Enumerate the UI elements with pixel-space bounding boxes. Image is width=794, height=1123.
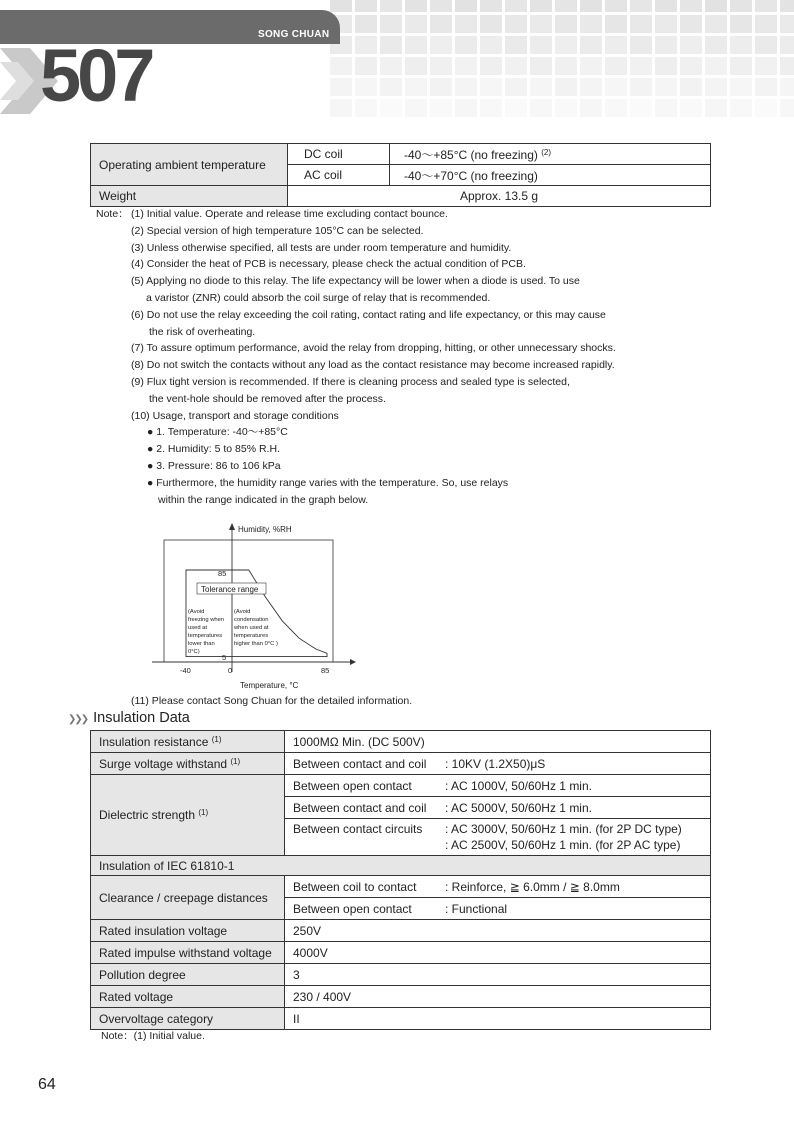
table-row: [91, 876, 711, 898]
dielectric-line: [293, 821, 702, 837]
item-value: : AC 5000V, 50/60Hz 1 min.: [445, 800, 592, 815]
grid-cell: [705, 57, 727, 75]
grid-cell: [705, 0, 727, 12]
row-label: Overvoltage category: [91, 1008, 285, 1030]
notes-list: [96, 206, 716, 508]
dc-coil-value-text: -40～+85°C (no freezing): [404, 147, 538, 162]
grid-cell: [755, 36, 777, 54]
grid-cell: [630, 99, 652, 117]
grid-cell: [530, 0, 552, 12]
note-text: (1) Initial value. Operate and release time excluding contact bounce.: [131, 208, 448, 220]
table-row: [91, 731, 711, 753]
item-label: Between contact and coil: [293, 800, 427, 815]
list-item: [96, 240, 716, 257]
grid-cell: [355, 36, 377, 54]
grid-cell: [380, 36, 402, 54]
x-axis-arrow: [350, 659, 356, 665]
grid-cell: [455, 0, 477, 12]
annotation-text: freezing when: [188, 617, 225, 623]
grid-cell: [530, 57, 552, 75]
list-item: [96, 357, 716, 374]
grid-cell: [730, 57, 752, 75]
row-value: 4000V: [285, 942, 711, 964]
dielectric-row: [285, 775, 711, 797]
operating-temp-label: Operating ambient temperature: [91, 144, 288, 186]
list-item: [96, 424, 716, 441]
table-row: [91, 942, 711, 964]
grid-cell: [580, 0, 602, 12]
item-label: Between coil to contact: [293, 879, 417, 894]
surge-value: [285, 753, 711, 775]
grid-cell: [705, 78, 727, 96]
grid-cell: [730, 0, 752, 12]
annotation-text: temperatures: [188, 633, 223, 639]
grid-cell: [755, 0, 777, 12]
grid-cell: [555, 0, 577, 12]
grid-cell: [680, 99, 702, 117]
grid-cell: [705, 15, 727, 33]
x-axis-label: Temperature, °C: [240, 681, 299, 690]
label-text: Insulation resistance: [99, 734, 209, 749]
grid-cell: [605, 57, 627, 75]
grid-cell: [405, 57, 427, 75]
grid-cell: [480, 36, 502, 54]
list-item: [96, 273, 716, 290]
list-item: [96, 475, 716, 492]
grid-cell: [755, 15, 777, 33]
table-row: [91, 964, 711, 986]
grid-cell: [480, 57, 502, 75]
iec-section-title: Insulation of IEC 61810-1: [91, 856, 711, 876]
ac-coil-value: -40～+70°C (no freezing): [390, 165, 711, 186]
table-row: [91, 856, 711, 876]
grid-cell: [430, 57, 452, 75]
note-ref: (1): [211, 734, 222, 744]
grid-cell: [405, 36, 427, 54]
item-value: : Reinforce, ≧ 6.0mm / ≧ 8.0mm: [445, 879, 620, 894]
item-label: Between contact and coil: [293, 756, 427, 771]
grid-cell: [655, 99, 677, 117]
grid-cell: [555, 57, 577, 75]
y-axis-arrow: [229, 523, 235, 530]
grid-cell: [555, 36, 577, 54]
grid-cell: [380, 99, 402, 117]
label-text: Dielectric strength: [99, 808, 196, 822]
grid-cell: [480, 78, 502, 96]
note-text: ● 1. Temperature: -40～+85°C: [147, 426, 288, 439]
note-text: (6) Do not use the relay exceeding the coil rating, contact rating and life expectancy, or this may cause: [131, 308, 606, 321]
item-value: : 10KV (1.2X50)μS: [445, 756, 546, 771]
grid-cell: [405, 0, 427, 12]
grid-cell: [655, 15, 677, 33]
grid-cell: [605, 78, 627, 96]
notes-label: Note：: [96, 208, 129, 220]
table-row: [91, 1008, 711, 1030]
note-text: ● Furthermore, the humidity range varies with the temperature. So, use relays: [147, 476, 509, 489]
grid-cell: [730, 78, 752, 96]
page-header: [0, 0, 794, 118]
grid-cell: [330, 57, 352, 75]
item-value: : AC 3000V, 50/60Hz 1 min. (for 2P DC type): [445, 822, 682, 836]
grid-cell: [505, 15, 527, 33]
grid-cell: [680, 0, 702, 12]
annotation-left: [188, 609, 224, 655]
dielectric-row: [285, 797, 711, 819]
grid-cell: [630, 15, 652, 33]
grid-cell: [630, 36, 652, 54]
grid-cell: [505, 78, 527, 96]
note-text: ● 3. Pressure: 86 to 106 kPa: [147, 459, 281, 472]
table-row: [91, 920, 711, 942]
annotation-text: (Avoid: [234, 609, 251, 615]
grid-cell: [580, 57, 602, 75]
grid-cell: [455, 36, 477, 54]
row-value: 3: [285, 964, 711, 986]
note-text: the vent-hole should be removed after the process.: [149, 392, 386, 405]
grid-cell: [755, 78, 777, 96]
dc-coil-label: DC coil: [288, 144, 390, 165]
grid-cell: [355, 57, 377, 75]
grid-cell: [780, 57, 794, 75]
list-item: [96, 307, 716, 324]
grid-cell: [380, 78, 402, 96]
note-text: (3) Unless otherwise specified, all tests are under room temperature and humidity.: [131, 241, 512, 254]
insulation-resistance-label: [91, 731, 285, 753]
grid-cell: [730, 36, 752, 54]
x-tick-label: 0: [228, 666, 233, 675]
list-item: [96, 391, 716, 408]
grid-cell: [555, 15, 577, 33]
grid-cell: [355, 0, 377, 12]
grid-cell: [505, 99, 527, 117]
grid-cell: [780, 36, 794, 54]
dielectric-label: [91, 775, 285, 856]
section-title: [68, 710, 190, 726]
y-axis-label: Humidity, %RH: [238, 525, 292, 534]
grid-cell: [680, 57, 702, 75]
note-ref: (1): [230, 756, 241, 766]
list-item: [96, 408, 716, 425]
grid-cell: [455, 15, 477, 33]
row-label: Pollution degree: [91, 964, 285, 986]
grid-cell: [755, 57, 777, 75]
section-title-text: Insulation Data: [93, 710, 190, 726]
grid-cell: [630, 57, 652, 75]
note-text: (2) Special version of high temperature 105°C can be selected.: [131, 224, 424, 237]
surge-label: [91, 753, 285, 775]
grid-cell: [655, 36, 677, 54]
grid-cell: [455, 99, 477, 117]
clearance-row: [285, 898, 711, 920]
note-ref: (2): [541, 147, 551, 157]
page-number: 64: [38, 1076, 56, 1093]
note-text: a varistor (ZNR) could absorb the coil surge of relay that is recommended.: [146, 291, 491, 304]
note-text: (9) Flux tight version is recommended. If there is cleaning process and sealed type is selected,: [131, 375, 570, 388]
grid-cell: [430, 99, 452, 117]
note-text: the risk of overheating.: [149, 325, 256, 338]
note-text: within the range indicated in the graph below.: [158, 493, 369, 506]
grid-cell: [680, 36, 702, 54]
grid-cell: [330, 99, 352, 117]
grid-cell: [705, 36, 727, 54]
grid-cell: [680, 78, 702, 96]
model-number: 507: [40, 34, 152, 117]
grid-cell: [555, 78, 577, 96]
humidity-temperature-chart: [150, 520, 360, 692]
grid-cell: [605, 36, 627, 54]
grid-cell: [530, 36, 552, 54]
annotation-text: lower than: [188, 641, 215, 647]
table-row: [91, 144, 711, 165]
insulation-resistance-value: 1000MΩ Min. (DC 500V): [285, 731, 711, 753]
item-label: Between open contact: [293, 778, 412, 793]
annotation-right: [233, 609, 278, 647]
grid-cell: [655, 0, 677, 12]
grid-cell: [430, 15, 452, 33]
list-item: [96, 492, 716, 509]
item-value: : Functional: [445, 901, 508, 916]
ac-coil-label: AC coil: [288, 165, 390, 186]
grid-cell: [705, 99, 727, 117]
table-note: Note：(1) Initial value.: [101, 1030, 205, 1042]
grid-cell: [430, 36, 452, 54]
grid-cell: [580, 36, 602, 54]
row-label: Rated insulation voltage: [91, 920, 285, 942]
grid-cell: [630, 78, 652, 96]
annotation-text: (Avoid: [188, 609, 205, 615]
item-label: Between open contact: [293, 901, 412, 916]
table-row: [91, 986, 711, 1008]
grid-cell: [505, 0, 527, 12]
note-text: ● 2. Humidity: 5 to 85% R.H.: [147, 443, 280, 456]
grid-cell: [430, 78, 452, 96]
table-row: [91, 186, 711, 207]
tolerance-label: Tolerance range: [201, 585, 259, 594]
grid-cell: [780, 15, 794, 33]
grid-cell: [380, 0, 402, 12]
grid-cell: [630, 0, 652, 12]
grid-cell: [505, 57, 527, 75]
grid-cell: [380, 15, 402, 33]
grid-cell: [355, 78, 377, 96]
grid-cell: [405, 15, 427, 33]
row-value: 230 / 400V: [285, 986, 711, 1008]
grid-cell: [605, 0, 627, 12]
annotation-text: used at: [188, 625, 208, 631]
list-item: [96, 340, 716, 357]
clearance-label: Clearance / creepage distances: [91, 876, 285, 920]
annotation-text: 0°C): [188, 649, 200, 655]
list-item: [96, 458, 716, 475]
annotation-text: higher than 0°C ): [234, 641, 278, 647]
dc-coil-value: [390, 144, 711, 165]
grid-cell: [355, 99, 377, 117]
list-item: [96, 206, 716, 223]
note-text: (10) Usage, transport and storage conditions: [131, 409, 339, 422]
note-text: (8) Do not switch the contacts without any load as the contact resistance may become increased rapidly.: [131, 359, 615, 372]
grid-cell: [780, 78, 794, 96]
y-tick-label: 85: [218, 569, 227, 578]
grid-cell: [455, 78, 477, 96]
annotation-text: temperatures: [234, 633, 269, 639]
grid-cell: [605, 15, 627, 33]
row-label: Rated voltage: [91, 986, 285, 1008]
x-tick-label: 85: [321, 666, 330, 675]
list-item: [96, 256, 716, 273]
grid-cell: [530, 78, 552, 96]
list-item: [96, 223, 716, 240]
grid-cell: [780, 0, 794, 12]
grid-cell: [580, 78, 602, 96]
dielectric-line: [293, 837, 702, 853]
note-ref: (1): [198, 808, 209, 817]
note-text: (4) Consider the heat of PCB is necessary, please check the actual condition of PCB.: [131, 258, 526, 271]
header-grid-pattern: [330, 0, 794, 118]
item-label: Between contact circuits: [293, 822, 423, 836]
grid-cell: [730, 99, 752, 117]
insulation-table: [90, 730, 711, 1030]
row-value: 250V: [285, 920, 711, 942]
label-text: Surge voltage withstand: [99, 756, 228, 771]
grid-cell: [755, 99, 777, 117]
grid-cell: [580, 99, 602, 117]
row-label: Rated impulse withstand voltage: [91, 942, 285, 964]
list-item: [96, 441, 716, 458]
x-tick-label: -40: [180, 666, 191, 675]
list-item: [96, 290, 716, 307]
grid-cell: [405, 99, 427, 117]
grid-cell: [680, 15, 702, 33]
grid-cell: [780, 99, 794, 117]
item-value: : AC 1000V, 50/60Hz 1 min.: [445, 778, 592, 793]
grid-cell: [430, 0, 452, 12]
grid-cell: [580, 15, 602, 33]
grid-cell: [355, 15, 377, 33]
spec-table: [90, 143, 711, 207]
chart-svg: [150, 520, 360, 692]
grid-cell: [655, 57, 677, 75]
note-11: (11) Please contact Song Chuan for the detailed information.: [131, 695, 413, 707]
grid-cell: [605, 99, 627, 117]
item-value: : AC 2500V, 50/60Hz 1 min. (for 2P AC type): [445, 838, 681, 852]
annotation-text: when used at: [234, 625, 269, 631]
grid-cell: [555, 99, 577, 117]
grid-cell: [655, 78, 677, 96]
annotation-text: condensation: [234, 617, 269, 623]
chevrons-icon: ❯❯❯: [68, 714, 88, 725]
table-row: [91, 753, 711, 775]
note-text: (5) Applying no diode to this relay. The life expectancy will be lower when a diode is used. To use: [131, 275, 580, 288]
weight-label: Weight: [91, 186, 288, 207]
grid-cell: [530, 15, 552, 33]
grid-cell: [480, 99, 502, 117]
grid-cell: [330, 0, 352, 12]
table-row: [91, 775, 711, 797]
y-tick-label: 5: [222, 653, 227, 662]
grid-cell: [380, 57, 402, 75]
grid-cell: [480, 0, 502, 12]
grid-cell: [505, 36, 527, 54]
grid-cell: [530, 99, 552, 117]
weight-value: Approx. 13.5 g: [288, 186, 711, 207]
brand-name: SONG CHUAN: [258, 29, 330, 40]
dielectric-row: [285, 819, 711, 856]
grid-cell: [730, 15, 752, 33]
list-item: [96, 324, 716, 341]
grid-cell: [405, 78, 427, 96]
clearance-row: [285, 876, 711, 898]
grid-cell: [455, 57, 477, 75]
note-text: (7) To assure optimum performance, avoid the relay from dropping, hitting, or other unnecessary shocks.: [131, 342, 616, 355]
grid-cell: [330, 78, 352, 96]
grid-cell: [480, 15, 502, 33]
row-value: II: [285, 1008, 711, 1030]
list-item: [96, 374, 716, 391]
